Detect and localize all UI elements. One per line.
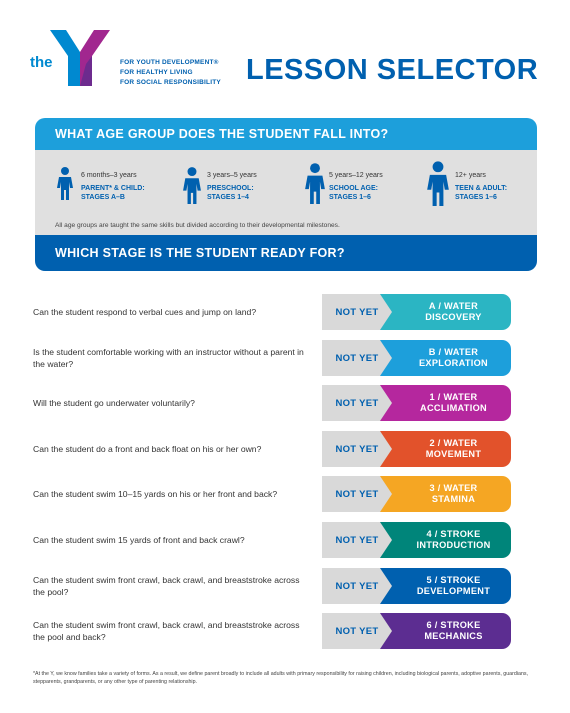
age-range: 12+ years <box>455 172 486 179</box>
arrow-icon <box>380 476 392 512</box>
stage-button[interactable] <box>380 385 511 421</box>
stage-button[interactable] <box>380 568 511 604</box>
stage-line: MOVEMENT <box>425 449 482 459</box>
stage-button[interactable] <box>380 613 511 649</box>
row-question: Is the student comfortable working with an instructor without a parent in the water? <box>33 347 304 369</box>
age-label-line: STAGES 1–6 <box>329 194 371 201</box>
row-question: Can the student swim front crawl, back crawl, and breaststroke across the pool? <box>33 575 300 597</box>
person-icon <box>427 160 449 206</box>
tagline-line: FOR YOUTH DEVELOPMENT® <box>120 59 219 66</box>
not-yet-button[interactable]: NOT YET <box>322 613 392 649</box>
logo-the-text: the <box>30 54 53 71</box>
not-yet-button[interactable]: NOT YET <box>322 476 392 512</box>
not-yet-button[interactable]: NOT YET <box>322 522 392 558</box>
arrow-icon <box>380 568 392 604</box>
page-title: LESSON SELECTOR <box>246 54 539 86</box>
row-question: Can the student swim 10–15 yards on his or her front and back? <box>33 489 278 499</box>
stage-row <box>0 568 570 606</box>
age-label <box>329 184 378 202</box>
age-label-line: SCHOOL AGE: <box>329 185 379 192</box>
age-label-line: STAGES 1–6 <box>455 194 497 201</box>
age-label-line: PARENT* & CHILD: <box>81 185 145 192</box>
stage-line: ACCLIMATION <box>420 403 487 413</box>
stage-question: WHICH STAGE IS THE STUDENT READY FOR? <box>55 246 345 260</box>
arrow-icon <box>380 431 392 467</box>
stage-line: A / WATER <box>428 301 479 311</box>
age-range: 6 months–3 years <box>81 172 137 179</box>
age-label <box>455 184 507 202</box>
age-range: 3 years–5 years <box>207 172 257 179</box>
stage-line: INTRODUCTION <box>416 540 491 550</box>
person-icon <box>305 162 325 204</box>
row-question: Can the student swim 15 yards of front and back crawl? <box>33 535 245 545</box>
not-yet-button[interactable]: NOT YET <box>322 385 392 421</box>
stage-button[interactable] <box>380 522 511 558</box>
row-question: Will the student go underwater voluntarily? <box>33 398 195 408</box>
age-label <box>207 184 254 202</box>
person-icon <box>183 166 201 204</box>
person-icon <box>57 166 73 200</box>
stage-line: STAMINA <box>431 494 476 504</box>
tagline-line: FOR SOCIAL RESPONSIBILITY <box>120 79 221 86</box>
stage-row <box>0 340 570 378</box>
age-label-line: TEEN & ADULT: <box>455 185 508 192</box>
stage-row <box>0 613 570 651</box>
stage-line: DISCOVERY <box>425 312 482 322</box>
row-question: Can the student respond to verbal cues and jump on land? <box>33 307 257 317</box>
stage-line: MECHANICS <box>424 631 483 641</box>
arrow-icon <box>380 613 392 649</box>
stage-line: 2 / WATER <box>429 438 478 448</box>
stage-line: 5 / STROKE <box>426 575 481 585</box>
age-label-line: STAGES A–B <box>81 194 125 201</box>
header <box>30 24 550 94</box>
tagline <box>120 58 221 88</box>
arrow-icon <box>380 340 392 376</box>
stage-line: 1 / WATER <box>429 392 478 402</box>
ymca-y-icon <box>50 26 112 88</box>
stage-button[interactable] <box>380 294 511 330</box>
stage-line: DEVELOPMENT <box>416 586 491 596</box>
stage-row <box>0 522 570 560</box>
age-range: 5 years–12 years <box>329 172 383 179</box>
stage-line: B / WATER <box>428 347 479 357</box>
arrow-icon <box>380 385 392 421</box>
ymca-logo <box>30 24 110 90</box>
not-yet-button[interactable]: NOT YET <box>322 340 392 376</box>
row-question: Can the student swim front crawl, back crawl, and breaststroke across the pool and back? <box>33 620 300 642</box>
stage-line: 6 / STROKE <box>426 620 481 630</box>
not-yet-button[interactable]: NOT YET <box>322 431 392 467</box>
age-question: WHAT AGE GROUP DOES THE STUDENT FALL INTO? <box>55 127 389 141</box>
stage-line: 4 / STROKE <box>426 529 481 539</box>
age-label-line: PRESCHOOL: <box>207 185 254 192</box>
stage-line: EXPLORATION <box>419 358 488 368</box>
age-question-bar <box>35 118 537 150</box>
stage-row <box>0 476 570 514</box>
tagline-line: FOR HEALTHY LIVING <box>120 69 193 76</box>
stage-line: 3 / WATER <box>429 483 478 493</box>
stage-button[interactable] <box>380 340 511 376</box>
stage-row <box>0 294 570 332</box>
stage-button[interactable] <box>380 476 511 512</box>
arrow-icon <box>380 522 392 558</box>
arrow-icon <box>380 294 392 330</box>
not-yet-button[interactable]: NOT YET <box>322 294 392 330</box>
not-yet-button[interactable]: NOT YET <box>322 568 392 604</box>
age-section <box>35 118 537 271</box>
row-question: Can the student do a front and back float on his or her own? <box>33 444 262 454</box>
stage-row <box>0 385 570 423</box>
stage-button[interactable] <box>380 431 511 467</box>
stage-row <box>0 431 570 469</box>
footnote: *At the Y, we know families take a variety of forms. As a result, we define parent broadly to include all adults with primary responsibility for raising children, including biological parents, adoptive parents, guardians, stepparents, grandparents, or any other type of parenting relationship. <box>33 671 529 685</box>
age-panel <box>35 150 537 235</box>
age-label-line: STAGES 1–4 <box>207 194 249 201</box>
age-label <box>81 184 145 202</box>
age-note: All age groups are taught the same skills but divided according to their developmental milestones. <box>55 222 340 229</box>
stage-question-bar <box>35 235 537 271</box>
